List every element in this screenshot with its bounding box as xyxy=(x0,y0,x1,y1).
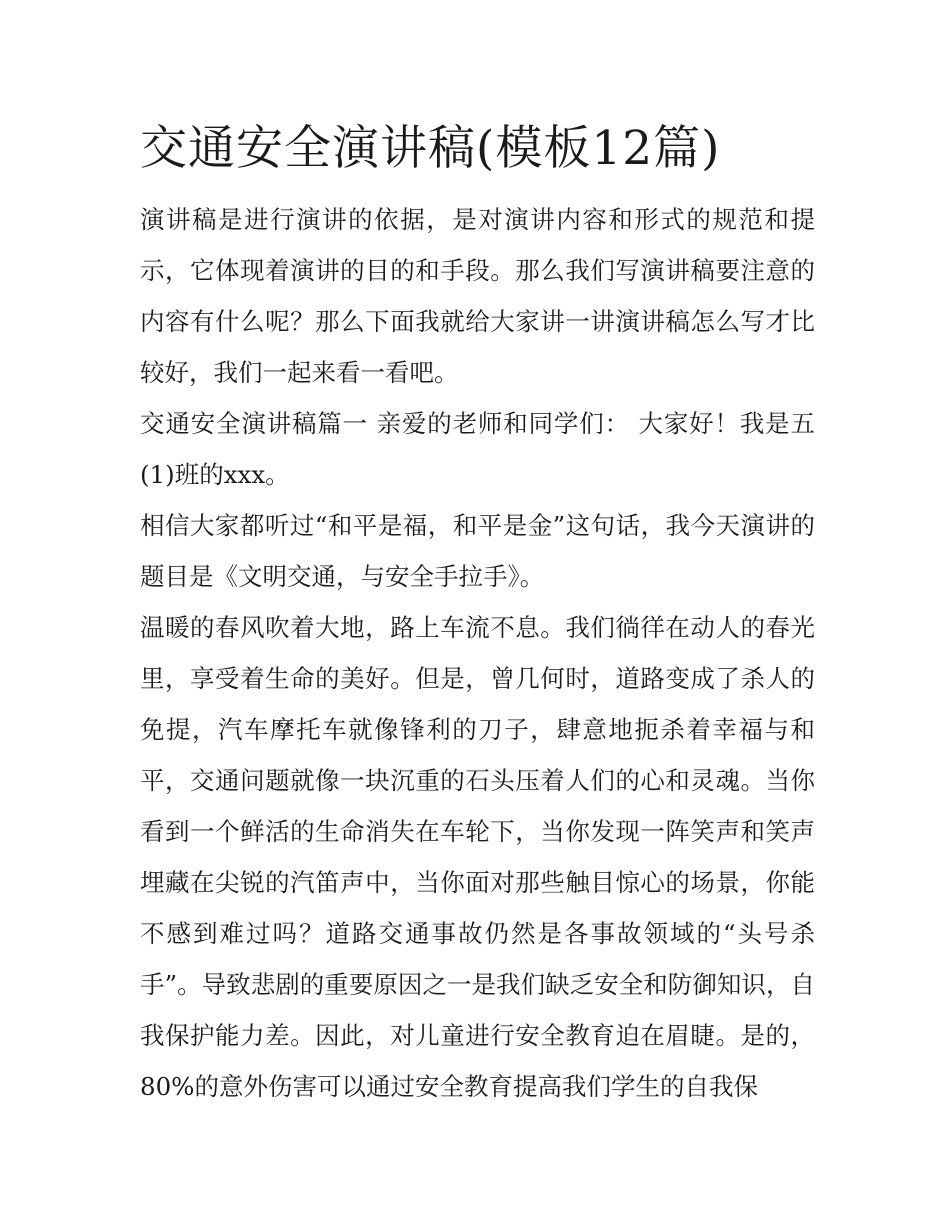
paragraph-speech-topic: 相信大家都听过“和平是福，和平是金”这句话，我今天演讲的题目是《文明交通，与安全手拉手》。 xyxy=(140,511,815,591)
document-title: 交通安全演讲稿(模板12篇) xyxy=(140,121,721,176)
document-page xyxy=(140,118,815,1112)
paragraph-speech-opening: 交通安全演讲稿篇一 亲爱的老师和同学们： 大家好！我是五(1)班的xxx。 xyxy=(140,409,815,489)
paragraph-intro: 演讲稿是进行演讲的依据，是对演讲内容和形式的规范和提示，它体现着演讲的目的和手段。那么我们写演讲稿要注意的内容有什么呢？那么下面我就给大家讲一讲演讲稿怎么写才比较好，我们一起来看一看吧。 xyxy=(140,205,815,387)
paragraph-speech-body: 温暖的春风吹着大地，路上车流不息。我们徜徉在动人的春光里，享受着生命的美好。但是，曾几何时，道路变成了杀人的免提，汽车摩托车就像锋利的刀子，肆意地扼杀着幸福与和平，交通问题就像一块沉重的石头压着人们的心和灵魂。当你看到一个鲜活的生命消失在车轮下，当你发现一阵笑声和笑声埋藏在尖锐的汽笛声中，当你面对那些触目惊心的场景，你能不感到难过吗？道路交通事故仍然是各事故领域的“头号杀手”。导致悲剧的重要原因之一是我们缺乏安全和防御知识，自我保护能力差。因此，对儿童进行安全教育迫在眉睫。是的，80%的意外伤害可以通过安全教育提高我们学生的自我保 xyxy=(140,613,815,1101)
